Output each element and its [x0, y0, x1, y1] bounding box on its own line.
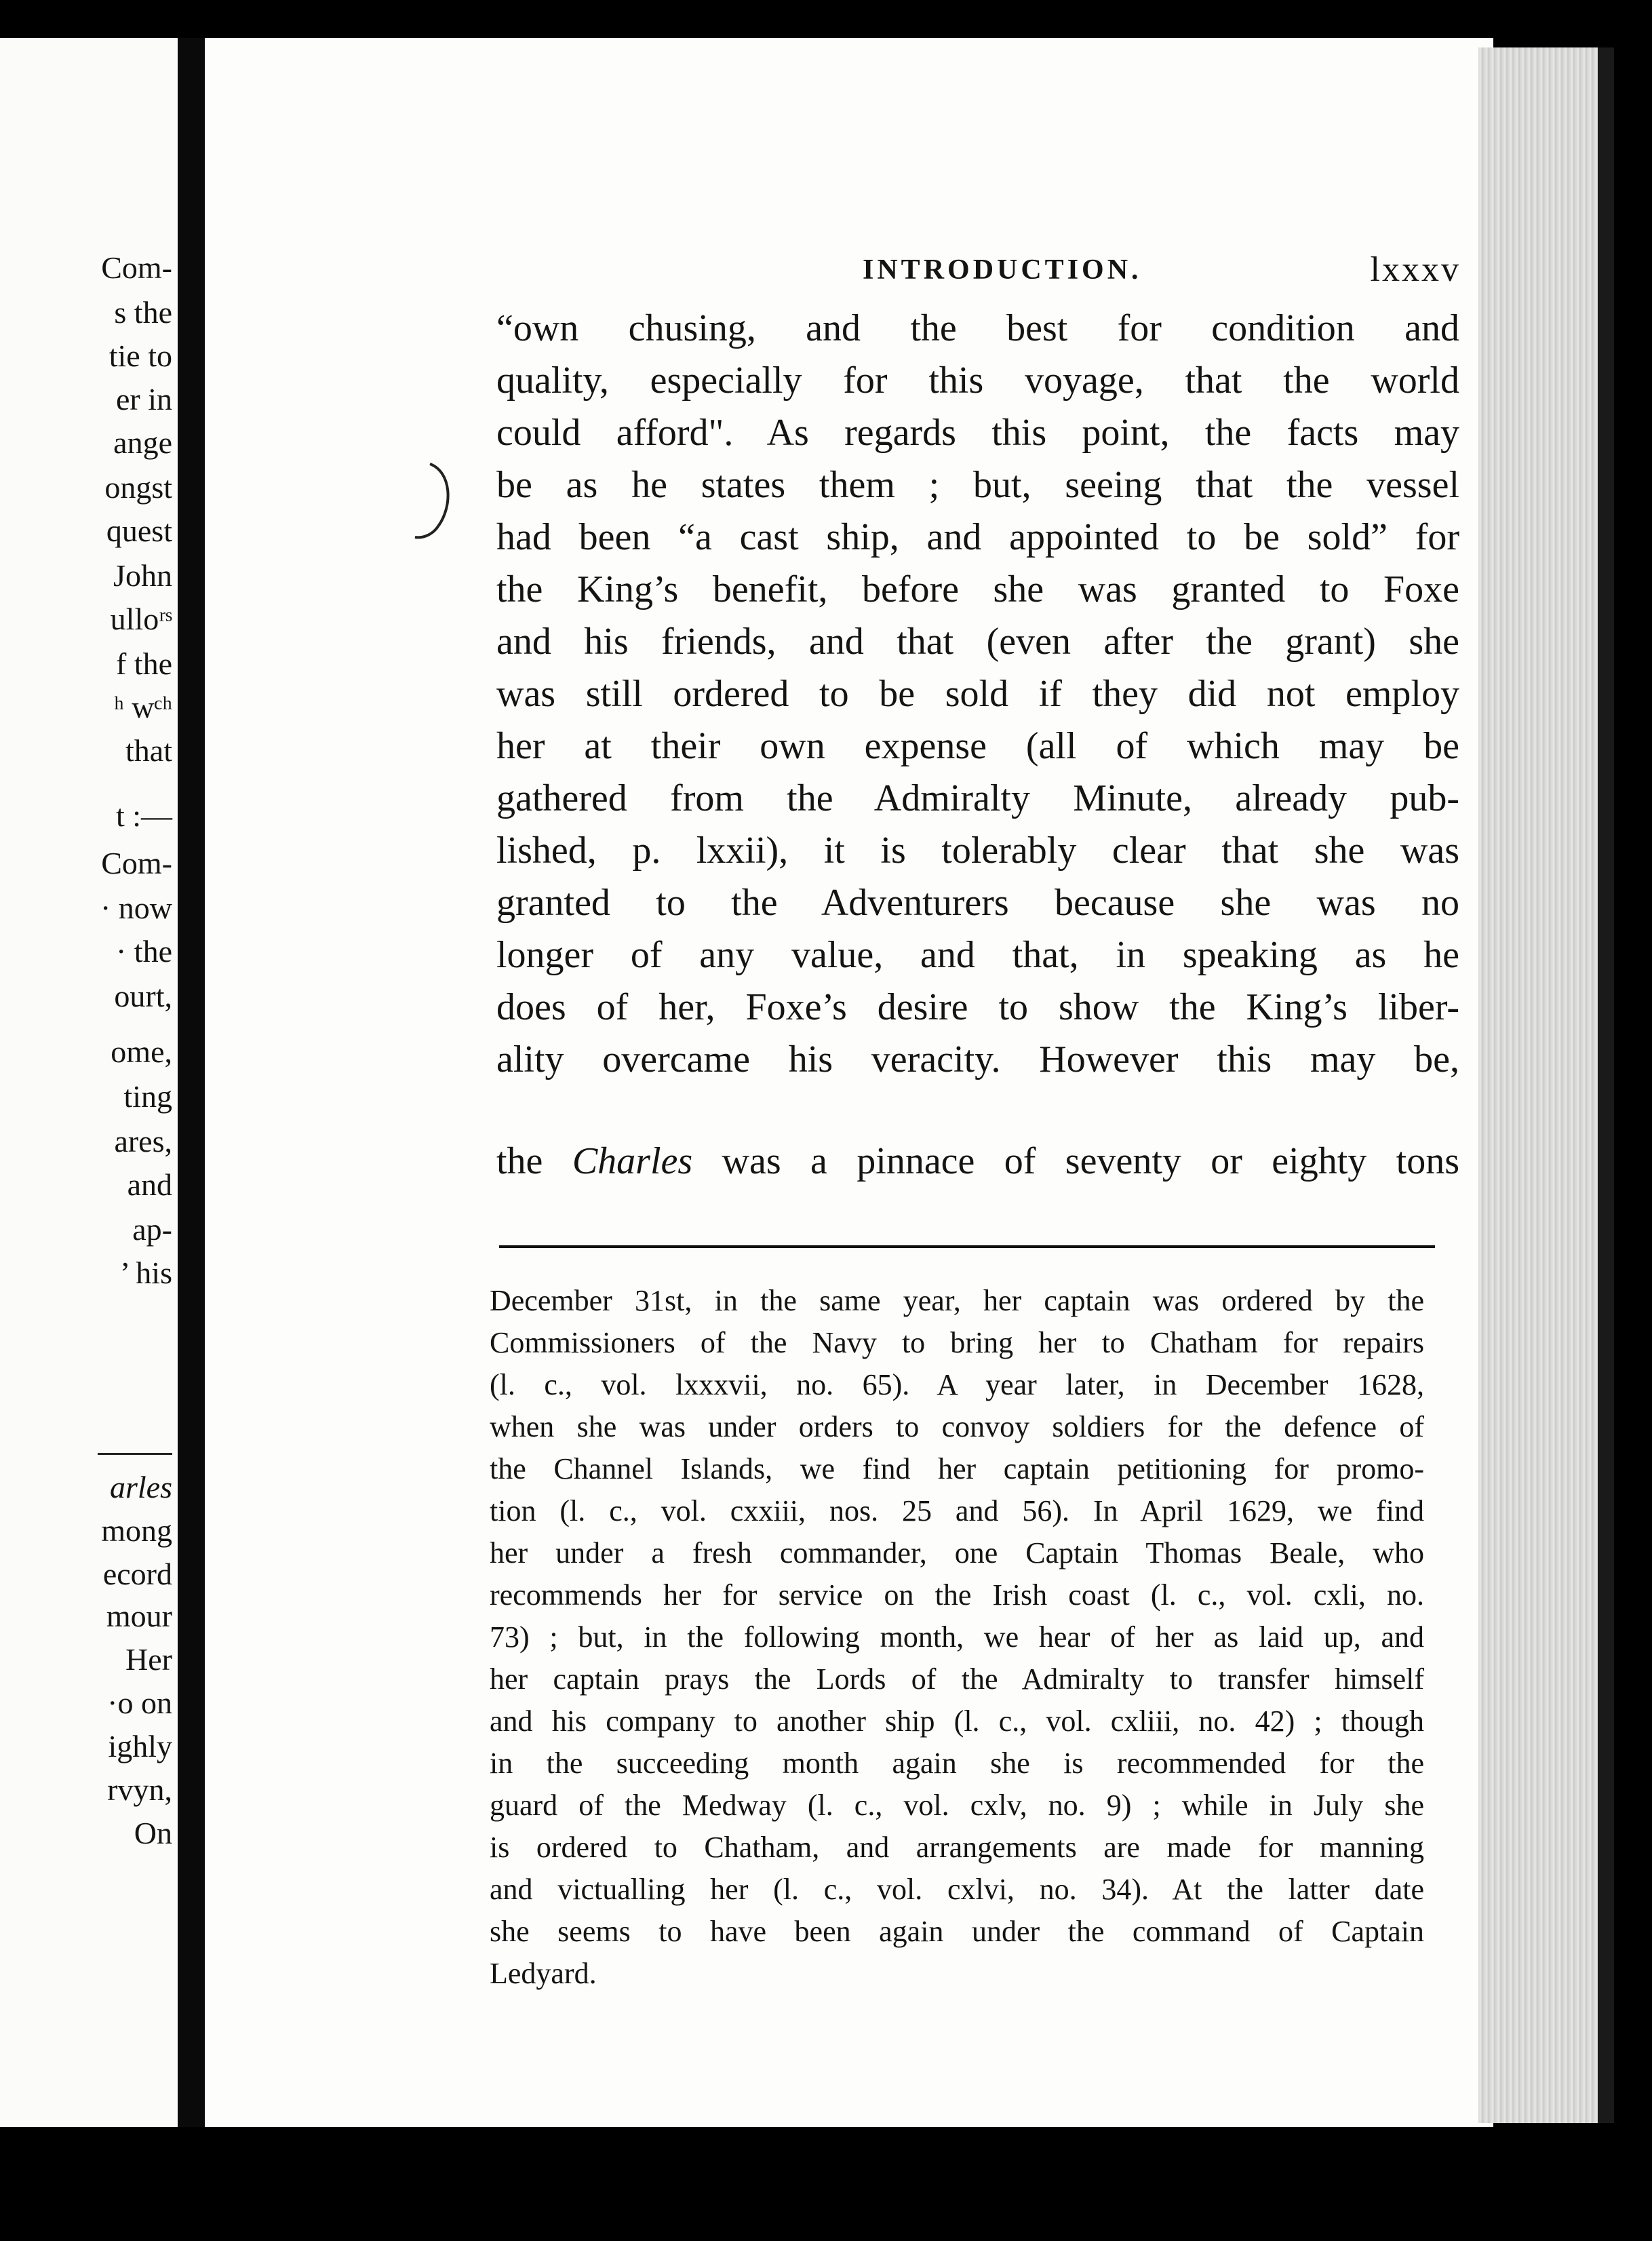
left-page-line: · now [100, 891, 172, 925]
body-line: could afford". As regards this point, the facts may [496, 412, 1459, 454]
footnote-line: and victualling her (l. c., vol. cxlvi, no. 34). At the latter date [490, 1873, 1424, 1906]
page-block-shadow [1598, 47, 1614, 2123]
left-page-line: Her [125, 1642, 172, 1677]
left-page-line: ting [123, 1079, 172, 1114]
running-title: INTRODUCTION. [863, 254, 1142, 286]
left-page-line: tie to [109, 338, 172, 373]
running-head [659, 250, 1461, 294]
left-page-line: mour [106, 1599, 172, 1633]
body-line: does of her, Foxe’s desire to show the King’s liber- [496, 986, 1459, 1028]
footnote-line: December 31st, in the same year, her captain was ordered by the [490, 1284, 1424, 1317]
page-number: lxxxv [1370, 250, 1461, 289]
footnote-line: is ordered to Chatham, and arrangements are made for manning [490, 1831, 1424, 1864]
left-page-line: s the [114, 295, 172, 330]
last-line-prefix: the [496, 1140, 572, 1182]
left-page-line: ourt, [114, 979, 172, 1013]
footnote-rule [499, 1245, 1435, 1248]
margin-bracket-mark [403, 459, 457, 547]
left-page-line: ighly [108, 1729, 172, 1763]
footnote-line: in the succeeding month again she is recommended for the [490, 1747, 1424, 1780]
left-page-line: and [127, 1167, 172, 1202]
footnote-line: her captain prays the Lords of the Admiralty to transfer himself [490, 1662, 1424, 1696]
book-gutter [178, 38, 205, 2127]
footnote-line: recommends her for service on the Irish coast (l. c., vol. cxli, no. [490, 1578, 1424, 1612]
left-page-line: mong [101, 1513, 172, 1548]
left-page-line: · the [115, 934, 172, 969]
body-line: quality, especially for this voyage, that the world [496, 359, 1459, 402]
left-page-rule [98, 1453, 172, 1455]
left-page-line: quest [106, 513, 172, 548]
footnote-line: (l. c., vol. lxxxvii, no. 65). A year later, in December 1628, [490, 1368, 1424, 1401]
left-page-line: ome, [111, 1034, 172, 1069]
body-line: longer of any value, and that, in speaking as he [496, 934, 1459, 976]
left-page-line: ·o on [107, 1685, 172, 1720]
footnote-line: 73) ; but, in the following month, we hear of her as laid up, and [490, 1620, 1424, 1654]
last-line-suffix: was a pinnace of seventy or eighty tons [692, 1140, 1459, 1182]
body-line: lished, p. lxxii), it is tolerably clear that she was [496, 830, 1459, 872]
footnote-line: her under a fresh commander, one Captain Thomas Beale, who [490, 1536, 1424, 1570]
left-page-line: er in [115, 382, 172, 416]
body-line: ality overcame his veracity. However this may be, [496, 1038, 1459, 1080]
left-page-line: that [125, 733, 172, 768]
footnote-line: the Channel Islands, we find her captain petitioning for promo- [490, 1452, 1424, 1485]
body-line: gathered from the Admiralty Minute, already pub- [496, 777, 1459, 819]
left-page-line: rvyn, [107, 1772, 172, 1807]
body-line: the King’s benefit, before she was granted to Foxe [496, 568, 1459, 610]
footnote-line: Commissioners of the Navy to bring her to Chatham for repairs [490, 1326, 1424, 1359]
footnote-line: tion (l. c., vol. cxxiii, nos. 25 and 56). In April 1629, we find [490, 1494, 1424, 1527]
ship-name-italic: Charles [572, 1140, 693, 1182]
left-page-line: John [113, 558, 172, 593]
body-line: and his friends, and that (even after the grant) she [496, 621, 1459, 663]
body-line: “own chusing, and the best for condition and [496, 307, 1459, 349]
footnote-line: when she was under orders to convoy soldiers for the defence of [490, 1410, 1424, 1443]
left-page-line: Com- [101, 846, 172, 880]
left-page-line: t :— [115, 798, 172, 833]
body-line: was still ordered to be sold if they did not employ [496, 673, 1459, 715]
footnote-line: Ledyard. [490, 1957, 597, 1990]
left-page-line: ares, [114, 1124, 172, 1158]
body-line: be as he states them ; but, seeing that the vessel [496, 464, 1459, 506]
left-page-line: ongst [104, 470, 172, 505]
footnote-line: and his company to another ship (l. c., vol. cxliii, no. 42) ; though [490, 1704, 1424, 1738]
footnote-line: guard of the Medway (l. c., vol. cxlv, no. 9) ; while in July she [490, 1789, 1424, 1822]
left-page-line: ecord [102, 1557, 172, 1591]
body-line: her at their own expense (all of which may be [496, 725, 1459, 767]
footnote-line: she seems to have been again under the command of Captain [490, 1915, 1424, 1948]
left-page-line: ulloʳˢ [110, 602, 172, 636]
left-page-line: f the [115, 646, 172, 681]
left-page-line: On [134, 1816, 172, 1850]
left-page-line: ap- [132, 1212, 172, 1247]
body-line-last [496, 1142, 1459, 1180]
left-page-line: ’ his [119, 1255, 172, 1290]
left-page-line: arles [110, 1470, 172, 1504]
body-line: granted to the Adventurers because she was no [496, 882, 1459, 924]
left-facing-page [0, 38, 178, 2127]
main-page [205, 38, 1493, 2127]
left-page-line: ange [113, 425, 172, 460]
page-block-edge [1478, 47, 1599, 2123]
body-line: had been “a cast ship, and appointed to be sold” for [496, 516, 1459, 558]
left-page-line: ʰ wᶜʰ [113, 690, 172, 724]
left-page-line: Com- [101, 250, 172, 285]
